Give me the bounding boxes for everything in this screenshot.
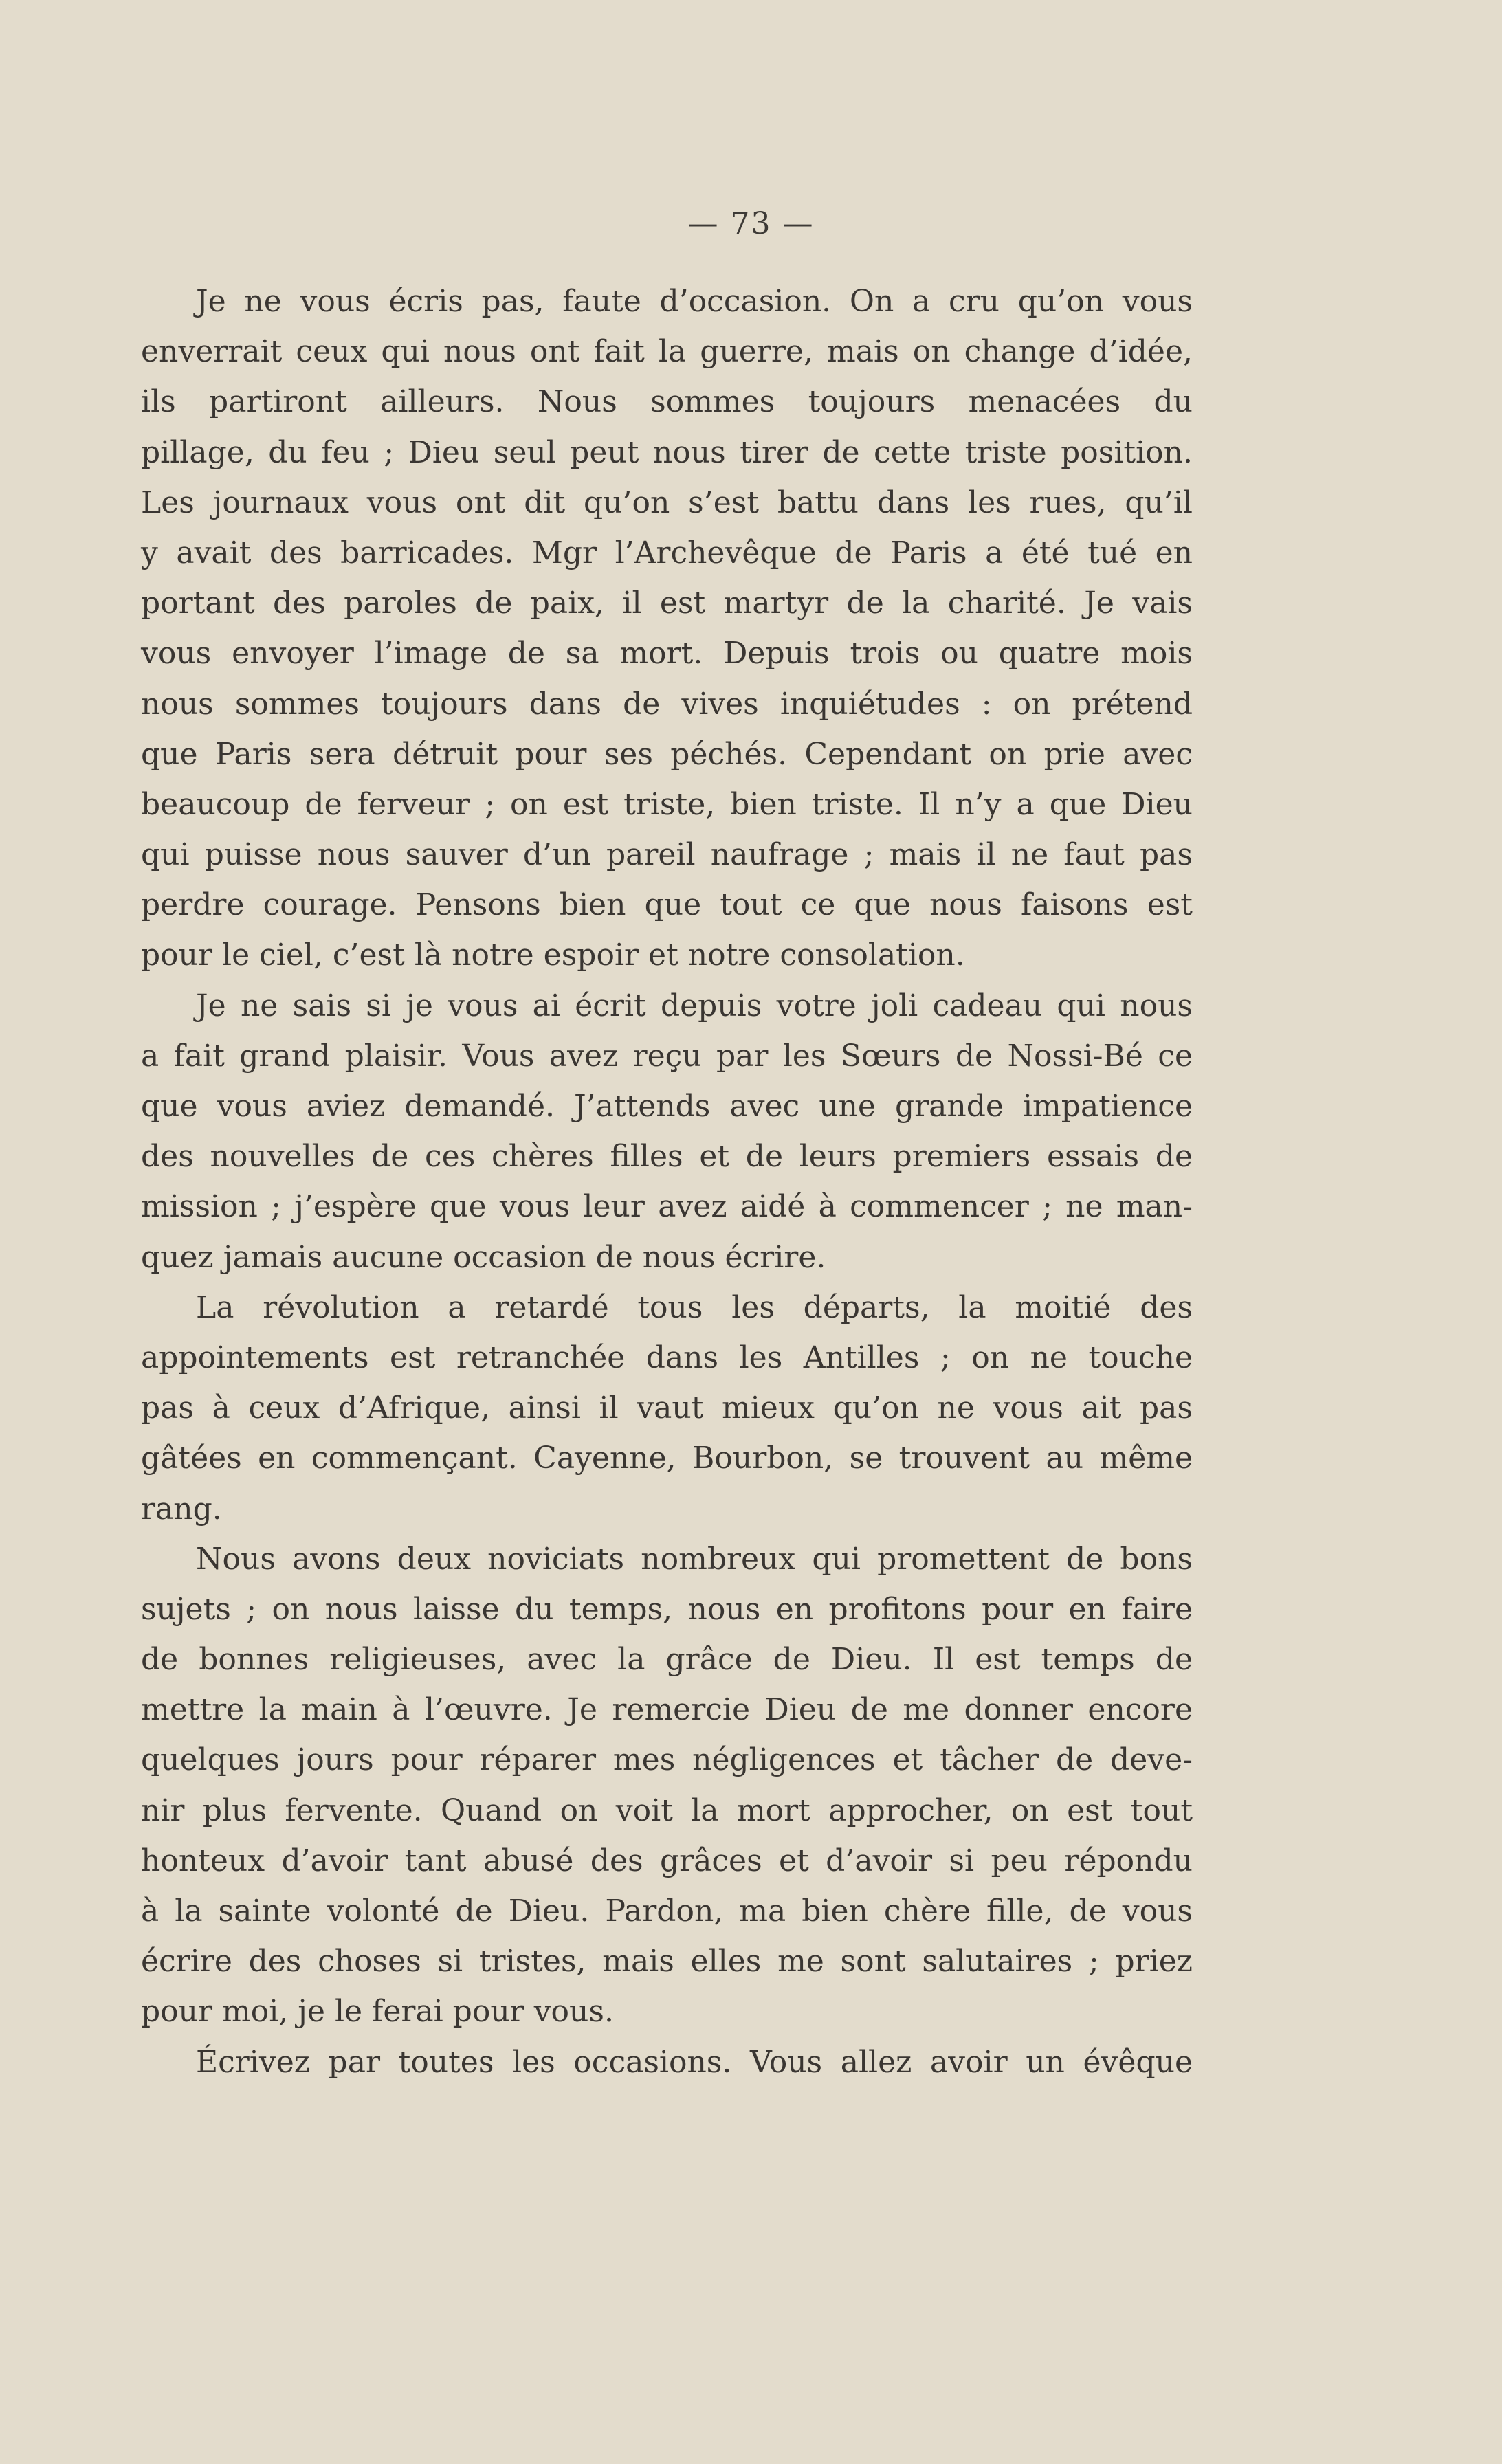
body-text [141, 276, 1193, 2087]
text-line: pas à ceux d’Afrique, ainsi il vaut mieux qu’on ne vous ait pas [141, 1390, 1193, 1426]
text-line: perdre courage. Pensons bien que tout ce que nous faisons est [141, 887, 1193, 923]
page-number: — 73 — [687, 206, 815, 241]
text-line: Je ne sais si je vous ai écrit depuis votre joli cadeau qui nous [196, 988, 1193, 1023]
text-line: de bonnes religieuses, avec la grâce de Dieu. Il est temps de [141, 1642, 1193, 1678]
text-line: quelques jours pour réparer mes négligences et tâcher de deve- [141, 1742, 1193, 1778]
text-line: Nous avons deux noviciats nombreux qui promettent de bons [196, 1541, 1193, 1577]
text-line: nous sommes toujours dans de vives inquiétudes : on prétend [141, 686, 1193, 722]
text-line: à la sainte volonté de Dieu. Pardon, ma bien chère fille, de vous [141, 1894, 1193, 1929]
text-line: honteux d’avoir tant abusé des grâces et d’avoir si peu répondu [141, 1843, 1193, 1878]
text-line: enverrait ceux qui nous ont fait la guerre, mais on change d’idée, [141, 334, 1193, 370]
text-line: pour le ciel, c’est là notre espoir et notre consolation. [141, 937, 965, 973]
text-line: mission ; j’espère que vous leur avez aidé à commencer ; ne man- [141, 1189, 1193, 1225]
text-line: ils partiront ailleurs. Nous sommes toujours menacées du [141, 384, 1193, 420]
text-line: pour moi, je le ferai pour vous. [141, 1994, 614, 2030]
text-line: Je ne vous écris pas, faute d’occasion. On a cru qu’on vous [196, 284, 1193, 319]
text-line: mettre la main à l’œuvre. Je remercie Dieu de me donner encore [141, 1692, 1193, 1728]
text-line: vous envoyer l’image de sa mort. Depuis trois ou quatre mois [141, 636, 1193, 672]
text-line: écrire des choses si tristes, mais elles me sont salutaires ; priez [141, 1944, 1193, 1979]
text-line: y avait des barricades. Mgr l’Archevêque de Paris a été tué en [141, 535, 1193, 570]
text-line: Les journaux vous ont dit qu’on s’est battu dans les rues, qu’il [141, 485, 1193, 520]
text-line: nir plus fervente. Quand on voit la mort approcher, on est tout [141, 1792, 1193, 1828]
text-line: appointements est retranchée dans les Antilles ; on ne touche [141, 1340, 1193, 1375]
text-line: rang. [141, 1491, 222, 1527]
text-line: Écrivez par toutes les occasions. Vous allez avoir un évêque [196, 2044, 1193, 2080]
text-line: que vous aviez demandé. J’attends avec une grande impatience [141, 1089, 1193, 1124]
text-line: qui puisse nous sauver d’un pareil naufrage ; mais il ne faut pas [141, 837, 1193, 873]
text-line: gâtées en commençant. Cayenne, Bourbon, se trouvent au même [141, 1441, 1193, 1476]
text-line: que Paris sera détruit pour ses péchés. Cependant on prie avec [141, 736, 1193, 772]
text-line: beaucoup de ferveur ; on est triste, bien triste. Il n’y a que Dieu [141, 786, 1193, 822]
text-line: sujets ; on nous laisse du temps, nous en profitons pour en faire [141, 1591, 1193, 1627]
text-line: a fait grand plaisir. Vous avez reçu par les Sœurs de Nossi-Bé ce [141, 1038, 1193, 1074]
text-line: pillage, du feu ; Dieu seul peut nous tirer de cette triste position. [141, 434, 1193, 470]
text-line: quez jamais aucune occasion de nous écrire. [141, 1239, 826, 1275]
text-line: La révolution a retardé tous les départs, la moitié des [196, 1289, 1193, 1325]
text-line: des nouvelles de ces chères filles et de leurs premiers essais de [141, 1139, 1193, 1175]
text-line: portant des paroles de paix, il est martyr de la charité. Je vais [141, 586, 1193, 621]
